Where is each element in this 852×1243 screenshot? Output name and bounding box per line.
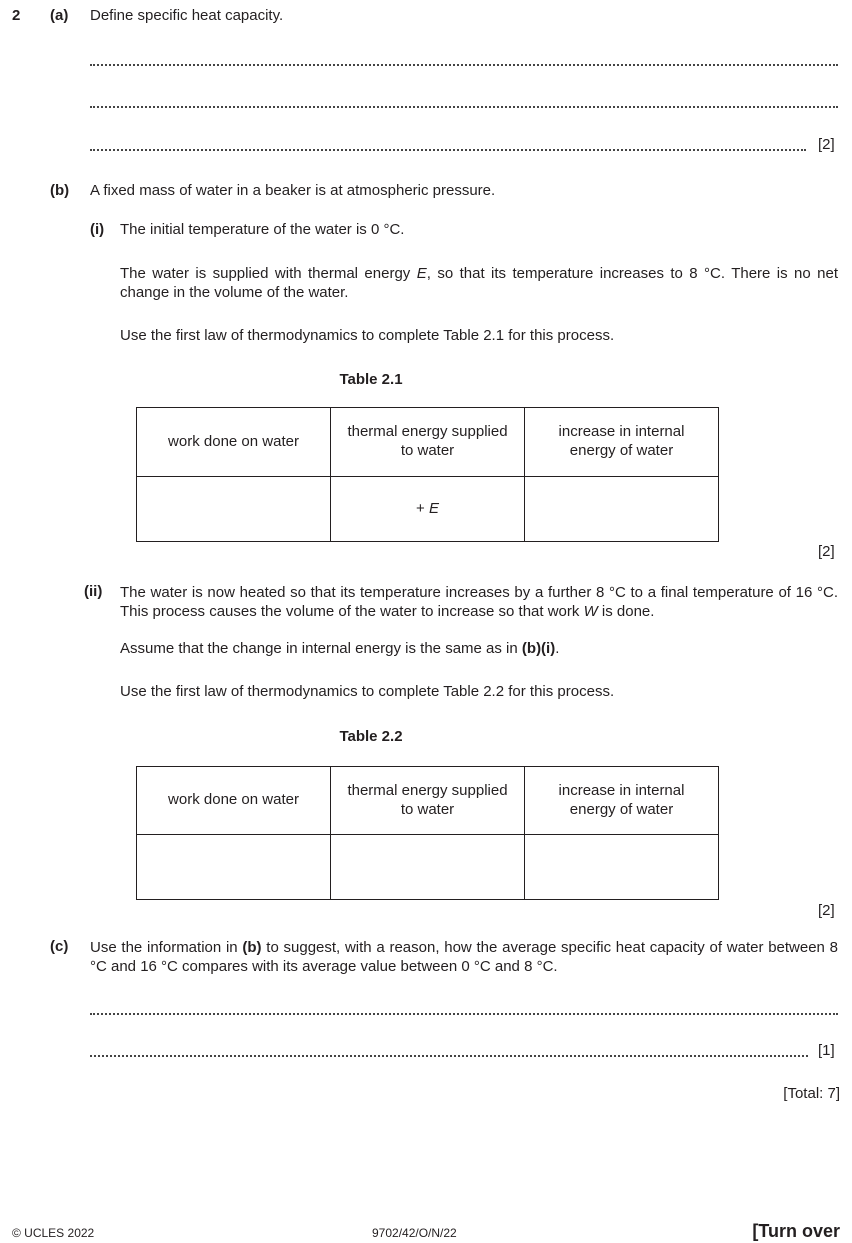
part-a-label: (a)	[50, 7, 69, 24]
table-2-2-caption: Table 2.2	[339, 728, 403, 745]
part-b-ii-paragraph: The water is now heated so that its temperature increases by a further 8 °C to a final temperature of 16 °C. This process causes the volume of the water to increase so that work W is done.	[120, 584, 838, 620]
footer-code: 9702/42/O/N/22	[372, 1226, 457, 1240]
question-number: 2	[12, 7, 21, 24]
table-2-1	[136, 407, 719, 542]
answer-line[interactable]	[90, 1053, 808, 1057]
table-2-2	[136, 766, 719, 900]
table-header: work done on water	[137, 408, 331, 477]
variable-w: W	[583, 603, 598, 620]
part-a-mark: [2]	[818, 136, 835, 153]
table-header: increase in internal energy of water	[525, 408, 719, 477]
table-header: increase in internal energy of water	[525, 767, 719, 835]
part-b-label: (b)	[50, 182, 70, 199]
part-c-mark: [1]	[818, 1042, 835, 1059]
part-c-label: (c)	[50, 938, 69, 955]
part-b-i-paragraph: The water is supplied with thermal energy E, so that its temperature increases to 8 °C. There is no net change in the volume of the water.	[120, 265, 839, 301]
variable-e: E	[416, 265, 427, 282]
part-b-i-label: (i)	[90, 221, 105, 238]
part-b-i-mark: [2]	[818, 543, 835, 560]
part-b-ii-label: (ii)	[84, 583, 103, 600]
table-cell-answer[interactable]	[525, 477, 719, 542]
answer-line[interactable]	[90, 104, 838, 108]
table-header: thermal energy supplied to water	[331, 408, 525, 477]
table-cell-answer[interactable]	[137, 477, 331, 542]
part-b-ii-instruction: Use the first law of thermodynamics to complete Table 2.2 for this process.	[120, 683, 615, 700]
answer-line[interactable]	[90, 62, 838, 66]
table-cell-answer[interactable]	[331, 835, 525, 900]
part-b-i-instruction: Use the first law of thermodynamics to complete Table 2.1 for this process.	[120, 327, 615, 344]
part-a-text: Define specific heat capacity.	[90, 7, 284, 24]
table-cell-given: + E	[331, 477, 525, 542]
part-b-ii-mark: [2]	[818, 902, 835, 919]
table-header: work done on water	[137, 767, 331, 835]
total-marks: [Total: 7]	[783, 1085, 840, 1102]
table-2-1-caption: Table 2.1	[339, 371, 403, 388]
answer-line[interactable]	[90, 1011, 838, 1015]
table-cell-answer[interactable]	[525, 835, 719, 900]
part-b-ii-assume: Assume that the change in internal energy is the same as in (b)(i).	[120, 640, 560, 657]
part-b-text: A fixed mass of water in a beaker is at atmospheric pressure.	[90, 182, 496, 199]
table-header: thermal energy supplied to water	[331, 767, 525, 835]
part-b-i-line: The initial temperature of the water is 0 °C.	[120, 221, 405, 238]
part-c-text: Use the information in (b) to suggest, with a reason, how the average specific heat capacity of water between 8 °C and 16 °C compares with its average value between 0 °C and 8 °C.	[90, 939, 838, 975]
footer-turn-over: [Turn over	[752, 1221, 840, 1241]
answer-line[interactable]	[90, 147, 806, 151]
table-cell-answer[interactable]	[137, 835, 331, 900]
footer-copyright: © UCLES 2022	[12, 1226, 95, 1240]
